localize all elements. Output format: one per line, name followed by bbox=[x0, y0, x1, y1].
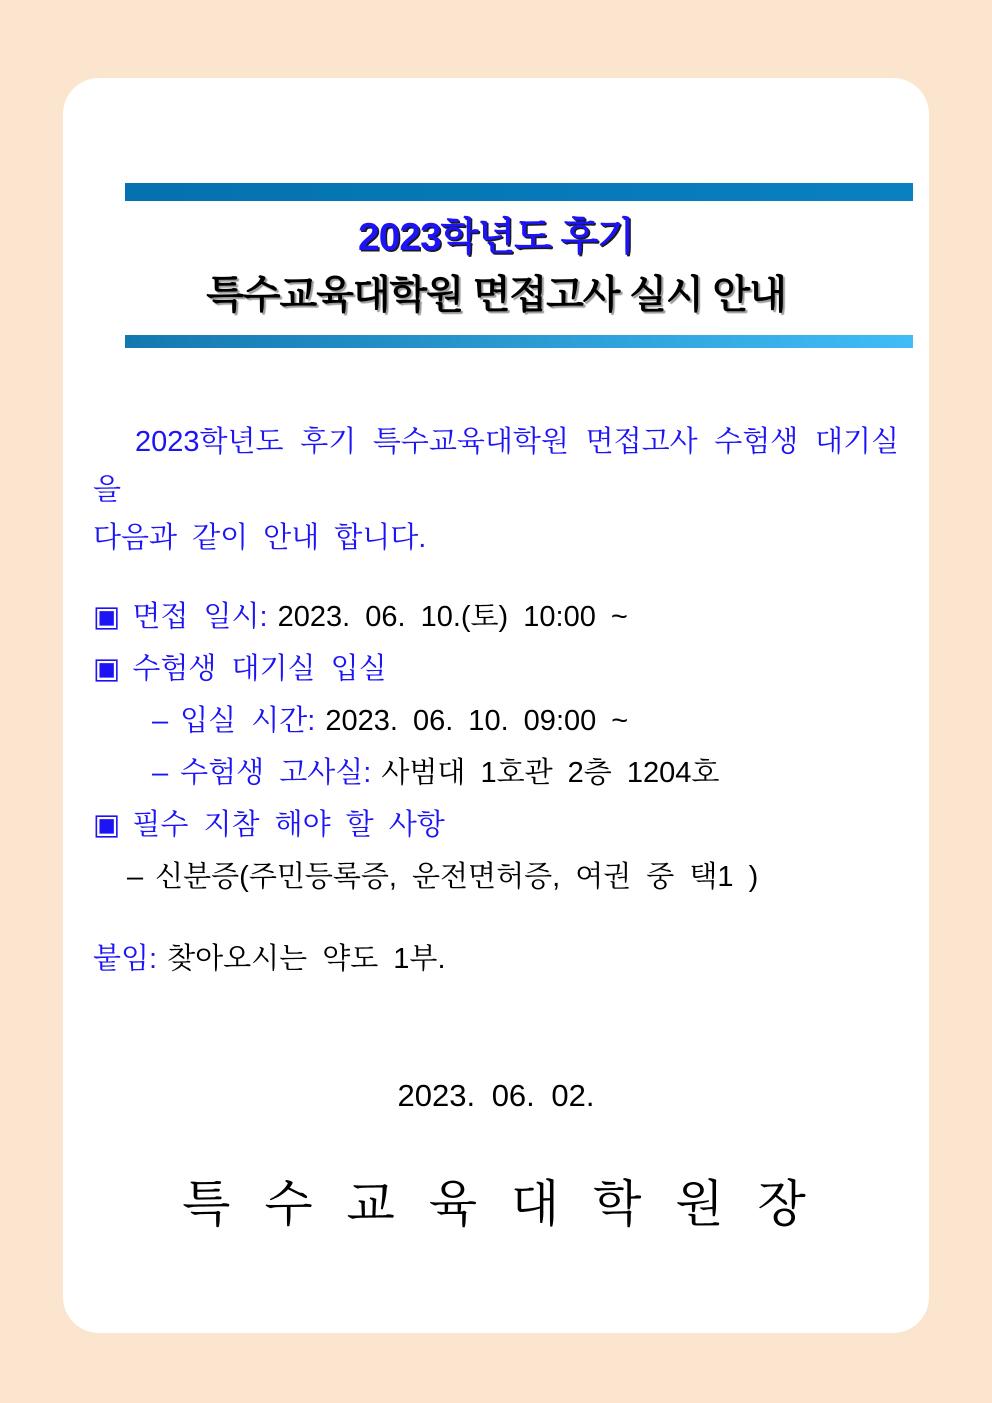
header-top-bar bbox=[125, 183, 913, 201]
header-bottom-bar bbox=[125, 335, 913, 348]
notice-item-list bbox=[93, 600, 899, 894]
dash-icon: – bbox=[127, 860, 144, 893]
item-label: 입실 시간: bbox=[180, 704, 316, 737]
attachment-label: 붙임: bbox=[93, 942, 158, 975]
notice-body bbox=[63, 418, 929, 1236]
bullet-square-icon: ▣ bbox=[93, 808, 121, 841]
item-value: 사범대 1호관 2층 1204호 bbox=[381, 756, 720, 789]
issue-date: 2023. 06. 02. bbox=[397, 1077, 595, 1113]
item-label: 필수 지참 해야 할 사항 bbox=[132, 808, 445, 841]
list-subitem-id-card bbox=[93, 860, 899, 894]
intro-line-2: 다음과 같이 안내 합니다. bbox=[93, 521, 427, 554]
intro-paragraph bbox=[93, 418, 899, 562]
item-label: 수험생 고사실: bbox=[180, 756, 372, 789]
notice-title-year: 2023학년도 후기 bbox=[358, 216, 634, 259]
list-subitem-exam-room bbox=[93, 756, 899, 790]
attachment-line bbox=[93, 942, 899, 976]
item-value: 2023. 06. 10. 09:00 ~ bbox=[325, 704, 629, 737]
bullet-square-icon: ▣ bbox=[93, 652, 121, 685]
list-item-waiting-room bbox=[93, 652, 899, 686]
item-value: 2023. 06. 10.(토) 10:00 ~ bbox=[277, 600, 628, 633]
item-label: 면접 일시: bbox=[132, 600, 268, 633]
dash-icon: – bbox=[152, 756, 169, 789]
item-value: 신분증(주민등록증, 운전면허증, 여권 중 택1 ) bbox=[155, 860, 759, 893]
list-item-interview-date bbox=[93, 600, 899, 634]
item-label: 수험생 대기실 입실 bbox=[132, 652, 387, 685]
notice-card bbox=[63, 78, 929, 1333]
signature-title: 특 수 교 육 대 학 원 장 bbox=[182, 1175, 810, 1232]
list-subitem-entry-time bbox=[93, 704, 899, 738]
list-item-required-items bbox=[93, 808, 899, 842]
dash-icon: – bbox=[152, 704, 169, 737]
bullet-square-icon: ▣ bbox=[93, 600, 121, 633]
intro-line-1: 2023학년도 후기 특수교육대학원 면접고사 수험생 대기실을 bbox=[93, 425, 899, 506]
attachment-value: 찾아오시는 약도 1부. bbox=[167, 942, 446, 975]
notice-title-main: 특수교육대학원 면접고사 실시 안내 bbox=[206, 273, 786, 317]
